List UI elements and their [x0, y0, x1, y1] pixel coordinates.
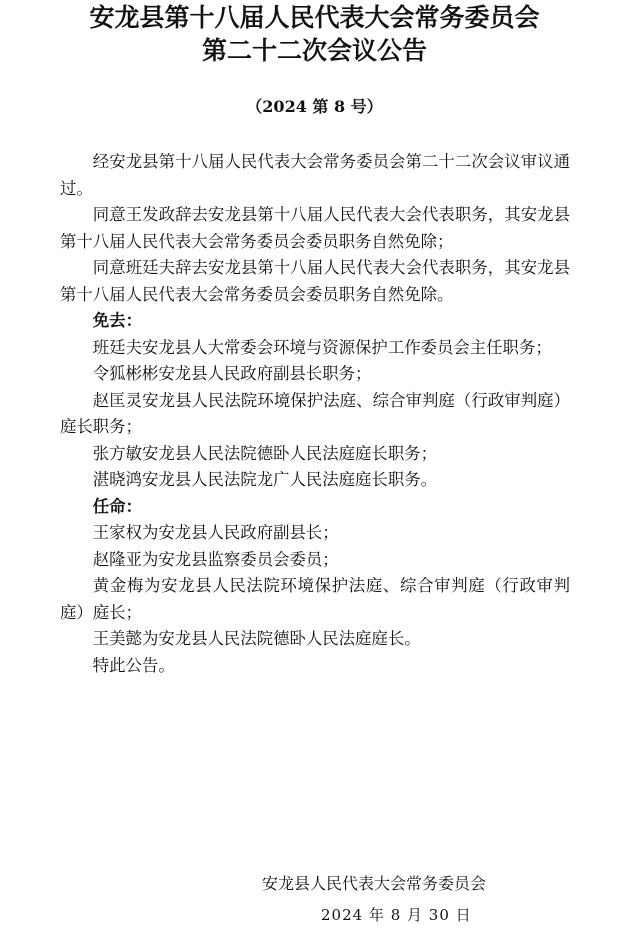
- dismissal-item: 湛晓鸿安龙县人民法院龙广人民法庭庭长职务。: [92, 470, 437, 489]
- announcement-title-line-1: 安龙县第十八届人民代表大会常务委员会: [89, 3, 540, 32]
- announcement-body: [60, 149, 570, 679]
- appointment-item: 王家权为安龙县人民政府副县长；: [92, 523, 339, 542]
- dismissal-item: 赵匡灵安龙县人民法院环境保护法庭、综合审判庭（行政审判庭）庭长职务；: [60, 390, 570, 436]
- issuer-signature: 安龙县人民代表大会常务委员会: [262, 874, 487, 893]
- dismissal-item: 张方敏安龙县人民法院德卧人民法庭庭长职务；: [92, 443, 437, 463]
- appointment-heading: 任命：: [92, 496, 142, 516]
- dismissal-item: 班廷夫安龙县人大常委会环境与资源保护工作委员会主任职务；: [92, 337, 552, 357]
- dismissal-item: 令狐彬彬安龙县人民政府副县长职务；: [92, 364, 372, 383]
- issue-date: 2024 年 8 月 30 日: [321, 906, 472, 924]
- appointment-item: 赵隆亚为安龙县监察委员会委员；: [92, 549, 339, 569]
- closing-paragraph: 特此公告。: [92, 655, 175, 675]
- announcement-title-line-2: 第二十二次会议公告: [201, 36, 427, 65]
- resignation-paragraph-1: 同意王发政辞去安龙县第十八届人民代表大会代表职务，其安龙县第十八届人民代表大会常务委员会委员职务自然免除；: [60, 205, 570, 251]
- appointment-item: 王美懿为安龙县人民法院德卧人民法庭庭长。: [92, 629, 421, 648]
- dismissal-heading: 免去：: [92, 311, 142, 330]
- intro-paragraph: 经安龙县第十八届人民代表大会常务委员会第二十二次会议审议通过。: [60, 152, 570, 198]
- appointment-item: 黄金梅为安龙县人民法院环境保护法庭、综合审判庭（行政审判庭）庭长；: [60, 576, 570, 622]
- resignation-paragraph-2: 同意班廷夫辞去安龙县第十八届人民代表大会代表职务，其安龙县第十八届人民代表大会常务委员会委员职务自然免除。: [60, 258, 570, 304]
- issue-number: （2024 第 8 号）: [246, 97, 383, 116]
